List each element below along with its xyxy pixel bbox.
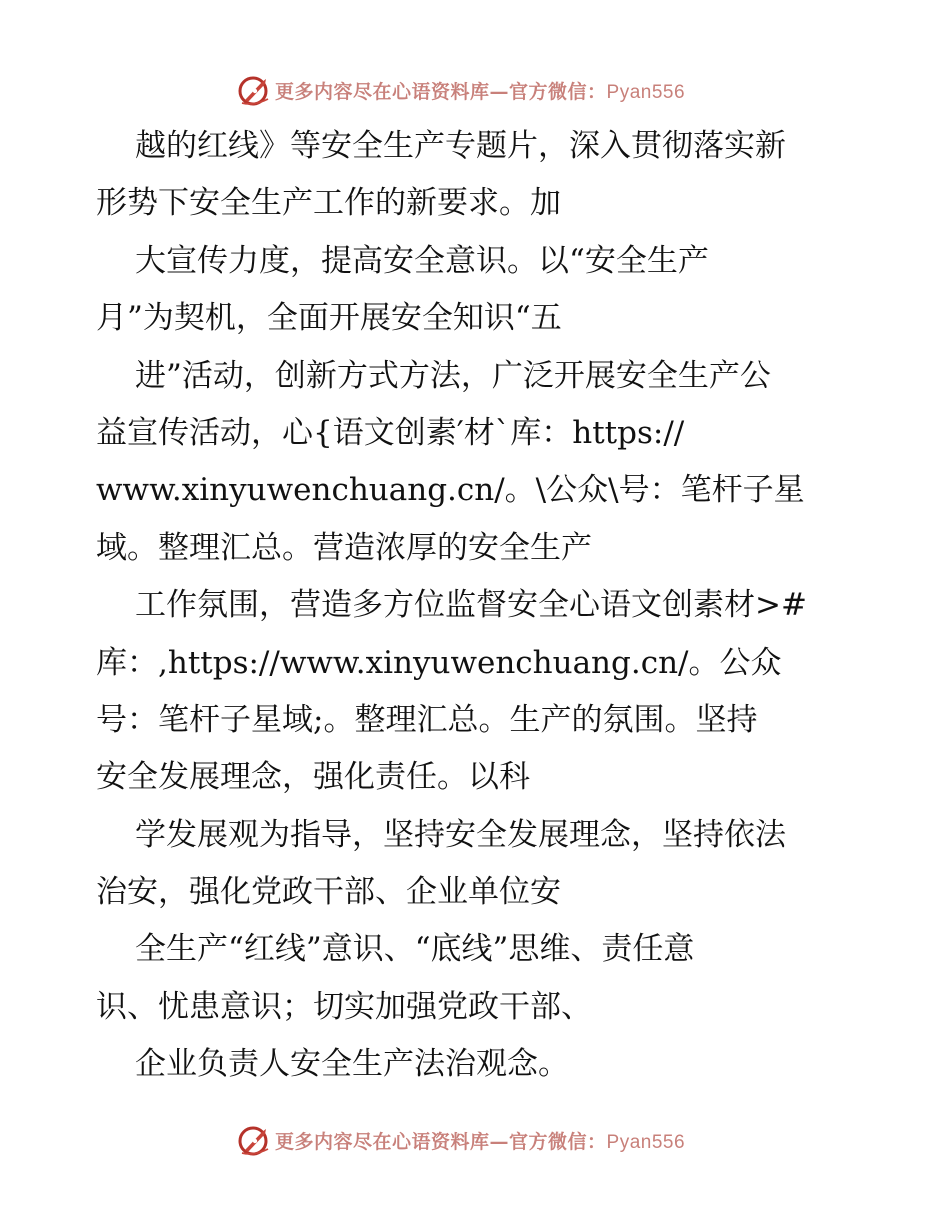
body-text [96, 118, 876, 1094]
pen-nib-logo-icon [236, 1123, 272, 1157]
text-line: 库：,https://www.xinyuwenchuang.cn/。公众 [96, 644, 782, 681]
text-line: 号：笔杆子星域;。整理汇总。生产的氛围。坚持 [96, 701, 758, 738]
watermark-text [275, 1127, 685, 1154]
text-line: 治安，强化党政干部、企业单位安 [96, 874, 561, 911]
text-line: 域。整理汇总。营造浓厚的安全生产 [96, 529, 592, 566]
text-line: 越的红线》等安全生产专题片，深入贯彻落实新 [135, 128, 786, 164]
watermark-text [275, 77, 685, 104]
footer-watermark [236, 1123, 685, 1157]
text-line: 识、忧患意识；切实加强党政干部、 [96, 988, 592, 1025]
text-line: 形势下安全生产工作的新要求。加 [96, 185, 561, 222]
text-line: 月”为契机，全面开展安全知识“五 [96, 300, 562, 337]
pen-nib-logo-icon [236, 73, 272, 107]
text-line: 学发展观为指导，坚持安全发展理念，坚持依法 [135, 816, 786, 853]
text-line: 企业负责人安全生产法治观念。 [135, 1046, 569, 1083]
text-line: 工作氛围，营造多方位监督安全心语文创素材># [135, 587, 807, 624]
text-line: 大宣传力度，提高安全意识。以“安全生产 [135, 242, 709, 279]
watermark-wechat-id: Pyan556 [606, 1131, 686, 1153]
text-line: 安全发展理念，强化责任。以科 [96, 759, 530, 796]
watermark-wechat-id: Pyan556 [606, 81, 686, 103]
header-watermark [236, 73, 685, 107]
text-line: 进”活动，创新方式方法，广泛开展安全生产公 [135, 357, 771, 394]
text-line: 益宣传活动，心{语文创素′材`库：https:// [96, 414, 685, 451]
text-line: www.xinyuwenchuang.cn/。\公众\号：笔杆子星 [96, 472, 805, 509]
watermark-label: 更多内容尽在心语资料库—官方微信： [275, 1130, 607, 1153]
text-line: 全生产“红线”意识、“底线”思维、责任意 [135, 931, 695, 968]
watermark-label: 更多内容尽在心语资料库—官方微信： [275, 80, 607, 103]
